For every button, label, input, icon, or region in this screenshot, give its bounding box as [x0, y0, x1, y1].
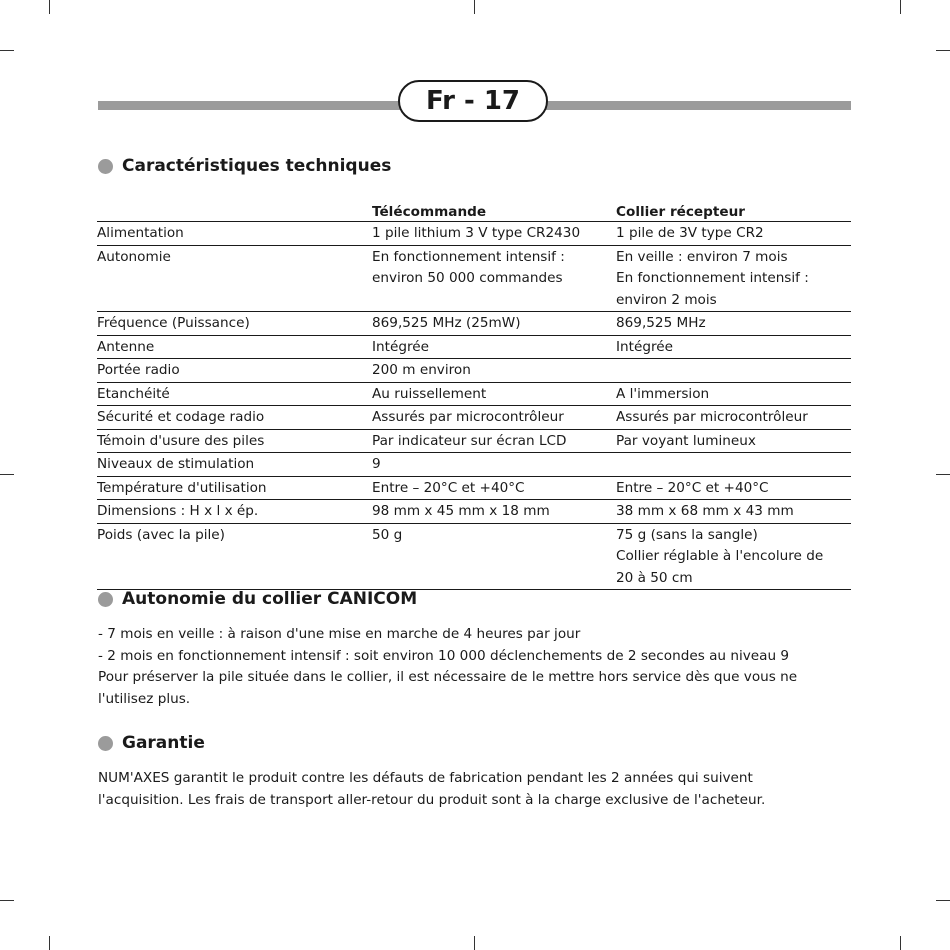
remote-cell-line: Par indicateur sur écran LCD — [372, 432, 567, 449]
specs-header-row — [97, 200, 851, 222]
collar-cell — [616, 406, 851, 430]
remote-cell — [372, 312, 616, 336]
feature-cell: Sécurité et codage radio — [97, 406, 372, 430]
header-rule-left — [98, 101, 406, 110]
page-number: Fr - 17 — [398, 80, 548, 122]
collar-cell-line: En veille : environ 7 mois — [616, 248, 788, 265]
autonomy-line: - 7 mois en veille : à raison d'une mise en marche de 4 heures par jour — [98, 626, 581, 642]
remote-cell — [372, 382, 616, 406]
collar-cell-line: 38 mm x 68 mm x 43 mm — [616, 503, 794, 519]
collar-cell — [616, 523, 851, 590]
collar-cell-line: Entre – 20°C et +40°C — [616, 479, 769, 496]
crop-mark — [0, 900, 14, 901]
specs-row — [97, 335, 851, 359]
collar-cell — [616, 453, 851, 477]
remote-cell — [372, 523, 616, 590]
collar-cell — [616, 429, 851, 453]
feature-cell: Dimensions : H x l x ép. — [97, 500, 372, 524]
crop-mark — [900, 0, 901, 14]
remote-cell-line: 50 g — [372, 526, 403, 543]
feature-cell: Antenne — [97, 335, 372, 359]
specs-row — [97, 222, 851, 246]
crop-mark — [474, 936, 475, 950]
collar-cell — [616, 500, 851, 524]
bullet-icon — [98, 592, 113, 607]
specs-heading-text: Caractéristiques techniques — [122, 156, 392, 176]
remote-cell — [372, 429, 616, 453]
collar-cell-line: 20 à 50 cm — [616, 569, 693, 586]
collar-cell — [616, 359, 851, 383]
collar-cell-line: 869,525 MHz — [616, 315, 706, 331]
warranty-text — [98, 768, 858, 811]
specs-row — [97, 406, 851, 430]
remote-cell-line: En fonctionnement intensif : — [372, 248, 565, 265]
autonomy-line: l'utilisez plus. — [98, 690, 191, 707]
specs-row — [97, 382, 851, 406]
feature-cell: Témoin d'usure des piles — [97, 429, 372, 453]
feature-cell: Fréquence (Puissance) — [97, 312, 372, 336]
autonomy-heading — [98, 589, 417, 609]
specs-heading — [98, 156, 391, 176]
autonomy-heading-text: Autonomie du collier CANICOM — [122, 589, 418, 609]
collar-cell-line: Intégrée — [616, 338, 673, 355]
remote-cell — [372, 453, 616, 477]
feature-cell: Niveaux de stimulation — [97, 453, 372, 477]
remote-cell-line: Intégrée — [372, 338, 429, 355]
remote-cell — [372, 359, 616, 383]
specs-table — [97, 200, 851, 590]
feature-cell: Etanchéité — [97, 382, 372, 406]
collar-cell — [616, 382, 851, 406]
specs-row — [97, 312, 851, 336]
remote-cell-line: 200 m environ — [372, 362, 471, 378]
collar-cell-line: 75 g (sans la sangle) — [616, 526, 758, 543]
collar-cell — [616, 335, 851, 359]
header-rule-right — [544, 101, 851, 110]
specs-row — [97, 359, 851, 383]
autonomy-line: Pour préserver la pile située dans le collier, il est nécessaire de le mettre hors service dès que vous ne — [98, 669, 798, 685]
crop-mark — [900, 936, 901, 950]
crop-mark — [0, 50, 14, 51]
remote-cell-line: 1 pile lithium 3 V type CR2430 — [372, 225, 581, 241]
crop-mark — [49, 0, 50, 14]
remote-cell — [372, 406, 616, 430]
feature-cell: Portée radio — [97, 359, 372, 383]
crop-mark — [936, 900, 950, 901]
specs-row — [97, 476, 851, 500]
feature-cell: Température d'utilisation — [97, 476, 372, 500]
warranty-heading — [98, 733, 205, 753]
remote-cell-line: 9 — [372, 456, 381, 472]
feature-cell: Autonomie — [97, 245, 372, 312]
warranty-heading-text: Garantie — [122, 733, 205, 753]
remote-cell — [372, 500, 616, 524]
remote-cell-line: 869,525 MHz (25mW) — [372, 315, 521, 331]
remote-cell-line: Au ruissellement — [372, 385, 487, 402]
crop-mark — [49, 936, 50, 950]
collar-cell — [616, 312, 851, 336]
crop-mark — [936, 474, 950, 475]
feature-cell: Alimentation — [97, 222, 372, 246]
remote-cell-line: 98 mm x 45 mm x 18 mm — [372, 503, 550, 519]
crop-mark — [0, 474, 14, 475]
column-header-collar: Collier récepteur — [616, 200, 851, 222]
collar-cell — [616, 245, 851, 312]
collar-cell-line: A l'immersion — [616, 385, 710, 402]
column-header-remote: Télécommande — [372, 200, 616, 222]
specs-row — [97, 500, 851, 524]
warranty-line: NUM'AXES garantit le produit contre les défauts de fabrication pendant les 2 années qui suivent — [98, 770, 753, 786]
specs-row — [97, 245, 851, 312]
remote-cell — [372, 335, 616, 359]
bullet-icon — [98, 736, 113, 751]
remote-cell — [372, 222, 616, 246]
feature-cell: Poids (avec la pile) — [97, 523, 372, 590]
autonomy-line: - 2 mois en fonctionnement intensif : soit environ 10 000 déclenchements de 2 secondes au niveau 9 — [98, 647, 790, 664]
remote-cell-line: Entre – 20°C et +40°C — [372, 479, 525, 496]
crop-mark — [936, 50, 950, 51]
crop-mark — [474, 0, 475, 14]
collar-cell — [616, 476, 851, 500]
collar-cell-line: environ 2 mois — [616, 291, 717, 308]
collar-cell-line: 1 pile de 3V type CR2 — [616, 225, 764, 241]
column-header-feature — [97, 200, 372, 222]
remote-cell-line: environ 50 000 commandes — [372, 270, 563, 286]
specs-row — [97, 453, 851, 477]
remote-cell — [372, 476, 616, 500]
collar-cell — [616, 222, 851, 246]
specs-row — [97, 429, 851, 453]
collar-cell-line: Par voyant lumineux — [616, 432, 756, 449]
remote-cell — [372, 245, 616, 312]
collar-cell-line: Assurés par microcontrôleur — [616, 409, 808, 425]
autonomy-text — [98, 624, 858, 710]
collar-cell-line: Collier réglable à l'encolure de — [616, 548, 824, 564]
warranty-line: l'acquisition. Les frais de transport aller-retour du produit sont à la charge exclusive de l'acheteur. — [98, 791, 766, 808]
bullet-icon — [98, 159, 113, 174]
remote-cell-line: Assurés par microcontrôleur — [372, 409, 564, 425]
collar-cell-line: En fonctionnement intensif : — [616, 270, 809, 286]
specs-row — [97, 523, 851, 590]
